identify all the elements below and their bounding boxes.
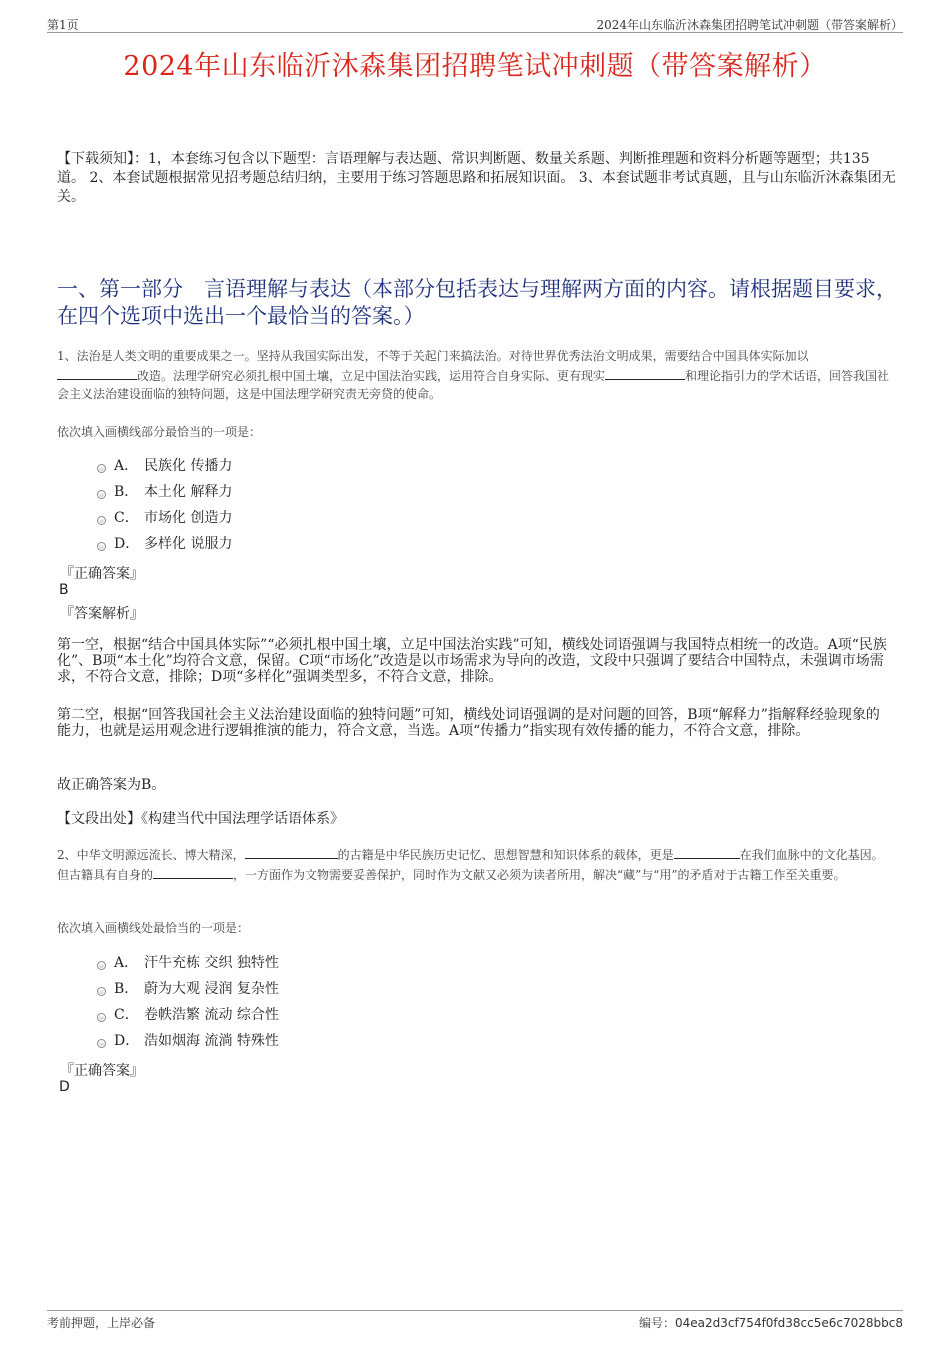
q2-options — [97, 950, 279, 1054]
q2-text-part2: 的古籍是中华民族历史记忆、思想智慧和知识体系的载体，更是 — [337, 848, 674, 862]
q2-option-b-text: 蔚为大观 浸润 复杂性 — [144, 981, 279, 997]
q1-answer-label: 『正确答案』 — [60, 566, 144, 582]
document-title: 2024年山东临沂沐森集团招聘笔试冲刺题（带答案解析） — [123, 51, 827, 82]
radio-button-icon[interactable] — [97, 464, 106, 473]
q1-option-d-key: D． — [114, 536, 140, 552]
q2-blank-1 — [245, 845, 338, 859]
q1-analysis-paragraph-2: 第二空，根据“回答我国社会主义法治建设面临的独特问题”可知，横线处词语强调的是对问题的回答，B项“解释力”指解释经验现象的能力，也就是运用观念进行逻辑推演的能力，符合文意，当选。A项“传播力”指实现有效传播的能力，不符合文意，排除。 — [57, 707, 880, 739]
q1-option-b[interactable] — [97, 479, 232, 505]
q2-text-part4: ，一方面作为文物需要妥善保护，同时作为文献又必须为读者所用，解决“藏”与“用”的矛盾对于古籍工作至关重要。 — [233, 867, 846, 882]
q2-option-c-text: 卷帙浩繁 流动 综合性 — [144, 1007, 279, 1023]
q2-blank-2 — [674, 845, 740, 859]
q1-conclusion: 故正确答案为B。 — [57, 777, 166, 793]
q2-answer: D — [59, 1079, 70, 1095]
page-header — [47, 14, 903, 33]
radio-button-icon[interactable] — [97, 542, 106, 551]
q1-text-part2: 改造。法理学研究必须扎根中国土壤，立足中国法治实践，运用符合自身实际、更有现实 — [137, 368, 606, 383]
radio-button-icon[interactable] — [97, 1039, 106, 1048]
q2-option-b-key: B． — [114, 981, 139, 997]
q2-blank-3 — [153, 865, 233, 879]
radio-button-icon[interactable] — [97, 961, 106, 970]
q1-analysis-paragraph-1: 第一空，根据“结合中国具体实际”“必须扎根中国土壤，立足中国法治实践”可知，横线处词语强调与我国特点相统一的改造。A项“民族化”、B项“本土化”均符合文意，保留。C项“市场化”改造是以市场需求为导向的改造，文段中只强调了要结合中国特点，未强调市场需求，不符合文意，排除；D项“多样化”强调类型多，不符合文意，排除。 — [57, 637, 887, 685]
q1-option-c[interactable] — [97, 505, 232, 531]
q1-option-d[interactable] — [97, 531, 232, 557]
q2-option-b[interactable] — [97, 976, 279, 1002]
page-footer — [47, 1310, 903, 1330]
q2-option-a[interactable] — [97, 950, 279, 976]
q1-source: 【文段出处】《构建当代中国法理学话语体系》 — [57, 811, 344, 827]
q2-text-part1: 2、中华文明源远流长、博大精深， — [57, 848, 245, 862]
q2-text-part3: 在我们血脉中的文化基因。但古籍具有自身的 — [57, 848, 884, 882]
q1-option-b-key: B． — [114, 484, 139, 500]
footer-doc-id: 编号：04ea2d3cf754f0fd38cc5e6c7028bbc8 — [638, 1316, 903, 1330]
q1-option-c-key: C． — [114, 510, 139, 526]
q1-text-part3: 和理论指引力的学术话语，回答我国社会主义法治建设面临的独特问题，这是中国法理学研究责无旁贷的使命。 — [57, 368, 890, 401]
q1-text-part1: 1、法治是人类文明的重要成果之一。坚持从我国实际出发，不等于关起门来搞法治。对待世界优秀法治文明成果，需要结合中国具体实际加以 — [57, 349, 809, 363]
q1-blank-1 — [57, 366, 137, 380]
q2-instruction: 依次填入画横线处最恰当的一项是： — [57, 921, 250, 935]
q1-option-a-key: A． — [114, 458, 139, 474]
radio-button-icon[interactable] — [97, 1013, 106, 1022]
q1-option-d-text: 多样化 说服力 — [144, 536, 233, 552]
q1-instruction: 依次填入画横线部分最恰当的一项是： — [57, 425, 262, 439]
q2-option-a-key: A． — [114, 955, 139, 971]
question-1-text — [57, 347, 893, 404]
q1-answer: B — [59, 582, 69, 598]
q2-option-c-key: C． — [114, 1007, 139, 1023]
q1-option-c-text: 市场化 创造力 — [144, 510, 233, 526]
q1-blank-2 — [605, 366, 685, 380]
q1-analysis-label: 『答案解析』 — [60, 606, 144, 622]
header-doc-title: 2024年山东临沂沐森集团招聘笔试冲刺题（带答案解析） — [596, 18, 903, 32]
q1-options — [97, 453, 232, 557]
q2-option-d-key: D． — [114, 1033, 140, 1049]
q2-answer-label: 『正确答案』 — [60, 1063, 144, 1079]
q2-option-d[interactable] — [97, 1028, 279, 1054]
q1-option-a-text: 民族化 传播力 — [144, 458, 233, 474]
radio-button-icon[interactable] — [97, 516, 106, 525]
q1-option-b-text: 本土化 解释力 — [144, 484, 233, 500]
download-notice: 【下载须知】：1，本套练习包含以下题型：言语理解与表达题、常识判断题、数量关系题、判断推理题和资料分析题等题型；共135道。 2、本套试题根据常见招考题总结归纳，主要用于练习答题思路和拓展知识面。 3、本套试题非考试真题，且与山东临沂沐森集团无关。 — [57, 151, 896, 205]
section-title: 一、第一部分 言语理解与表达（本部分包括表达与理解两方面的内容。请根据题目要求，在四个选项中选出一个最恰当的答案。） — [57, 277, 897, 328]
q2-option-a-text: 汗牛充栋 交织 独特性 — [144, 955, 279, 971]
page-number: 第1页 — [47, 18, 79, 32]
footer-slogan: 考前押题，上岸必备 — [47, 1316, 156, 1330]
q1-option-a[interactable] — [97, 453, 232, 479]
radio-button-icon[interactable] — [97, 987, 106, 996]
q2-option-d-text: 浩如烟海 流淌 特殊性 — [144, 1033, 279, 1049]
radio-button-icon[interactable] — [97, 490, 106, 499]
q2-option-c[interactable] — [97, 1002, 279, 1028]
question-2-text — [57, 845, 893, 884]
